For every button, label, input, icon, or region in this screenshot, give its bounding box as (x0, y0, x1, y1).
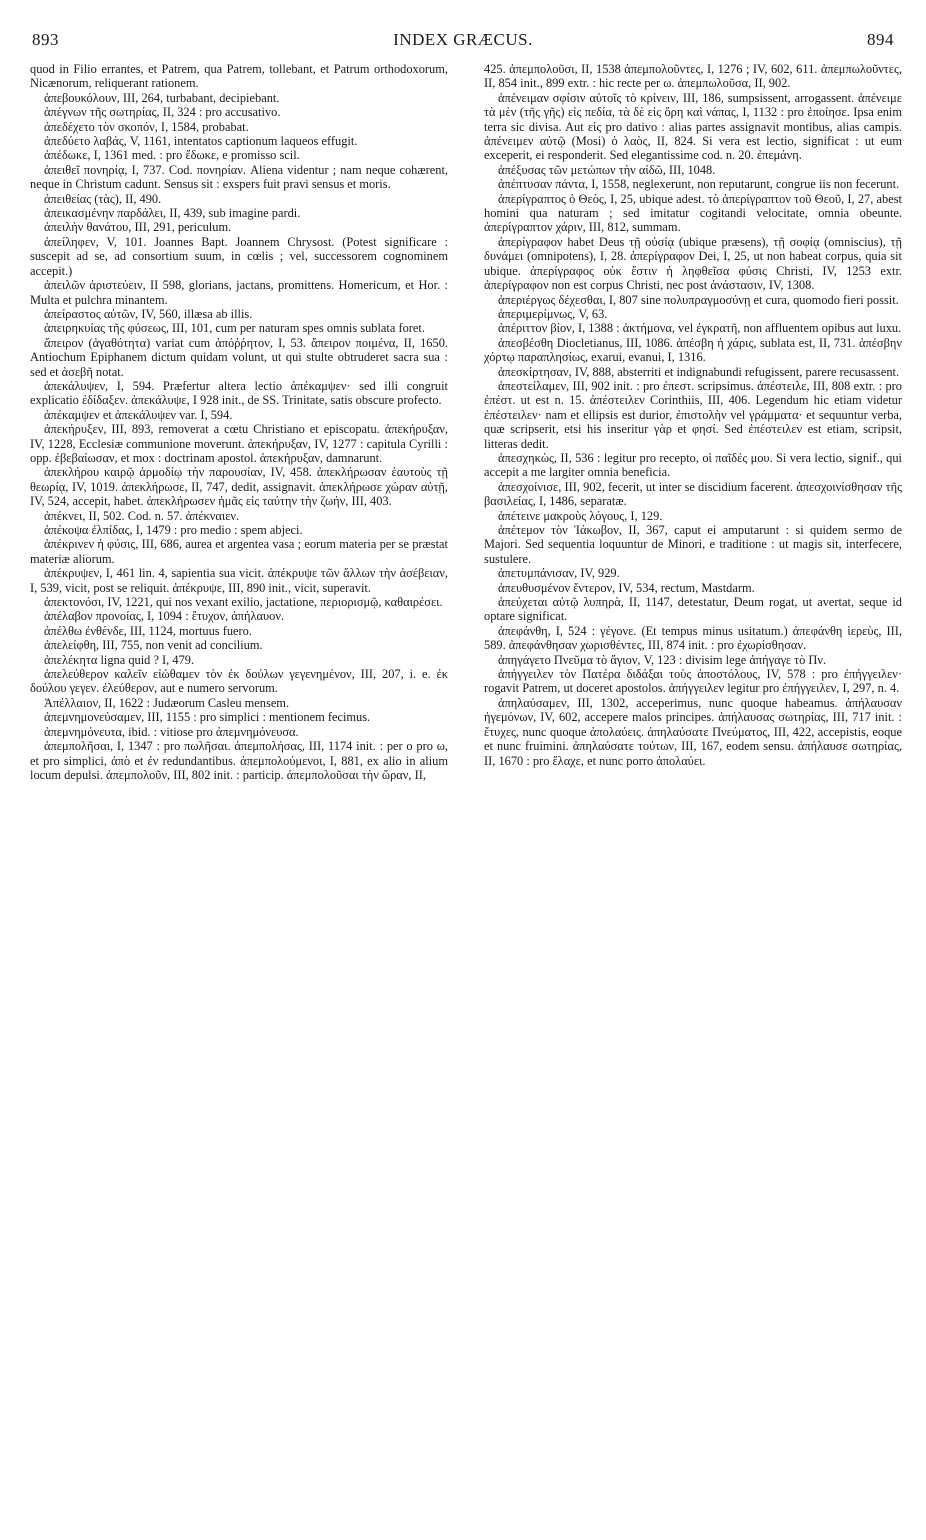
index-entry: ἀπεύχεται αὐτῷ λυπηρὰ, II, 1147, detestatur, Deum rogat, ut avertat, seque id optare significat. (484, 595, 902, 624)
index-entry: ἀπεριμερίμνως, V, 63. (498, 306, 608, 321)
index-entry: ἀπεδύετο λαβάς, V, 1161, intentatos captionum laqueos effugit. (44, 134, 358, 149)
index-entry: Ἀπέλλαιον, II, 1622 : Judæorum Casleu mensem. (44, 695, 290, 710)
index-entry: ἀπεμνημονεύσαμεν, III, 1155 : pro simplici : mentionem fecimus. (44, 710, 371, 725)
index-entry: ἀπεσχηκὼς, II, 536 : legitur pro recepto, οἱ παῖδές μου. Si vera lectio, signif., qui accepit a me largiter omnia beneficia. (484, 450, 902, 480)
index-entry: ἀπεβουκόλουν, III, 264, turbabant, decipiebant. (44, 90, 280, 105)
index-entry: ἀπειθείας (τὰς), II, 490. (44, 191, 162, 206)
index-entry: ἀπεμνημόνευτα, ibid. : vitiose pro ἀπεμνημόνευσα. (44, 724, 299, 739)
index-entry: ἀπήγγειλεν τὸν Πατέρα διδάξαι τοὺς ἀποστόλους, IV, 578 : pro ἐπήγγειλεν· rogavit Patrem, ut doceret apostolos. ἀπήγγειλεν legitur pro ἐπήγγειλεν, I, 297, n. 4. (484, 667, 902, 696)
index-entry: quod in Filio errantes, et Patrem, qua Patrem, tollebant, et Patrum orthodoxorum, Nicænorum, reliquerant rationem. (30, 62, 448, 91)
right-column (484, 62, 902, 1524)
index-entry: 425. ἀπεμπολοῦσι, II, 1538 ἀπεμπολοῦντες, I, 1276 ; IV, 602, 611. ἀπεμπωλοῦντες, II, 854 init., 899 extr. : hic recte per ω. ἀπεμπωλοῦσα, II, 902. (484, 62, 902, 91)
index-entry: ἀπεσβέσθη Diocletianus, III, 1086. ἀπέσβη ἡ χάρις, sublata est, II, 731. ἀπέσβην χόρτῳ παραπλησίως, exarui, evanui, I, 1316. (484, 335, 902, 365)
index-entry: ἀπεσκίρτησαν, IV, 888, absterriti et indignabundi refugissent, parere recusassent. (498, 364, 900, 379)
index-entry: ἀπεκλήρου καιρῷ ἁρμοδίῳ τὴν παρουσίαν, IV, 458. ἀπεκλήρωσαν ἑαυτοὺς τῇ θεωρίᾳ, IV, 1019. ἀπεκλήρωσε, II, 747, dedit, assignavit. ἀπεκλήρωσε χώραν αὐτῇ, IV, 524, accepit, habet. ἀπεκλήρωσεν ἡμᾶς εἰς ταύτην τὴν ζωήν, III, 403. (30, 465, 448, 509)
index-entry: ἀπετυμπάνισαν, IV, 929. (498, 566, 620, 581)
page-number-left: 893 (32, 30, 59, 49)
index-entry: ἀπέτεινε μακροὺς λόγους, I, 129. (498, 508, 663, 523)
index-entry: ἀπεκήρυξεν, III, 893, removerat a cœtu Christiano et episcopatu. ἀπεκήρυξαν, IV, 1228, Ecclesiæ communione moverunt. ἀπεκήρυξαν, IV, 1277 : capitula Cyrilli : opp. ἐβεβαίωσαν, et mox : doctrinam apostol. ἀπεκήρυξαν, damnarunt. (30, 422, 448, 465)
page-title: INDEX GRÆCUS. (393, 30, 533, 49)
index-entry: ἀπερίγραπτος ὁ Θεὸς, I, 25, ubique adest. τὸ ἀπερίγραπτον τοῦ Θεοῦ, I, 27, abest homini qua naturam ; sed imitatur cogitandi velocitate, omnia obeunte. ἀπερίγραπτον χάριν, III, 812, summam. (484, 191, 902, 235)
left-column (30, 62, 448, 1524)
index-entry: ἀπεμπολῆσαι, I, 1347 : pro πωλῆσαι. ἀπεμπολήσας, III, 1174 init. : per o pro ω, et pro simplici, ἀπὸ et ἐν redundantibus. ἀπεμπολούμενοι, I, 881, ex alio in alium locum depulsi. ἀπεμπολοῦν, III, 802 init. : particip. ἀπεμπολοῦσαι τὴν ὥραν, II, (30, 739, 448, 782)
index-entry: ἀπεκάλυψεν, I, 594. Præfertur altera lectio ἀπέκαμψεν· sed illi congruit explicatio ἐδίδαξεν. ἀπεκάλυψε, I 928 init., de SS. Trinitate, satis obscure profecto. (30, 378, 448, 408)
index-entry: ἀπέκρινεν ἡ φύσις, III, 686, aurea et argentea vasa ; eorum materia per se præstat materiæ aliorum. (30, 537, 448, 566)
index-entry: ἀπέριττον βίον, I, 1388 : ἀκτήμονα, vel ἐγκρατῆ, non affluentem opibus aut luxu. (498, 321, 902, 336)
index-columns (30, 62, 902, 1524)
index-entry: ἀπέκρυψεν, I, 461 lin. 4, sapientia sua vicit. ἀπέκρυψε τῶν ἄλλων τὴν ἀσέβειαν, I, 539, vicit, post se reliquit. ἀπέκρυψε, III, 890 init., vicit, superavit. (30, 566, 448, 595)
index-entry: ἀπελεύθερον καλεῖν εἰώθαμεν τὸν ἐκ δούλων γεγενημένον, III, 207, i. e. ἐκ δούλου γεγεν. ἐλεύθερον, aut e numero servorum. (30, 667, 448, 696)
index-entry: ἀπεσχοίνισε, III, 902, fecerit, ut inter se discidium facerent. ἀπεσχοινίσθησαν τῆς βασιλείας, I, 1486, separatæ. (484, 479, 902, 509)
page-number-right: 894 (867, 30, 894, 49)
running-header (30, 30, 896, 54)
index-entry: ἀπηγάγετο Πνεῦμα τὸ ἅγιον, V, 123 : divisim lege ἀπήγαγε τὸ Πν. (498, 652, 827, 667)
index-entry: ἀπέξυσας τῶν μετώπων τὴν αἰδῶ, III, 1048. (498, 162, 716, 177)
index-entry: ἀπεφάνθη, I, 524 : γέγονε. (Et tempus minus usitatum.) ἀπεφάνθη ἱερεὺς, III, 589. ἀπεφάνθησαν χωρισθέντες, III, 874 init. : pro ἐχωρίσθησαν. (484, 623, 902, 653)
index-entry: ἀπέγνων τῆς σωτηρίας, II, 324 : pro accusativo. (44, 105, 281, 120)
index-entry: ἀπειρηκυίας τῆς φύσεως, III, 101, cum per naturam spes omnis sublata foret. (44, 321, 425, 336)
index-entry: ἀπειλὴν θανάτου, III, 291, periculum. (44, 220, 232, 235)
index-entry: ἀπεστείλαμεν, III, 902 init. : pro ἐπεστ. scripsimus. ἀπέστειλε, III, 808 extr. : pro ἐπέστ. ut est n. 15. ἀπέστειλεν Corinthiis, III, 406. Legendum hic etiam videtur ἐπέστειλεν· nam et ellipsis est durior, ἐπιστολὴν vel γράμματα· et sequuntur verba, quæ scripserit, etsi his inseritur γὰρ et φησί. Sed ἐπέστειλεν est etiam, scripsit, litteras dedit. (484, 378, 902, 451)
index-entry: ἀπέκαμψεν et ἀπεκάλυψεν var. I, 594. (44, 407, 233, 422)
index-entry: ἀπελείφθη, III, 755, non venit ad concilium. (44, 638, 263, 653)
index-entry: ἀπευθυσμένον ἔντερον, IV, 534, rectum, Mastdarm. (498, 580, 755, 595)
index-entry: ἀπελέκητα ligna quid ? I, 479. (44, 652, 195, 667)
index-entry: ἀπεικασμένην παρδάλει, II, 439, sub imagine pardi. (44, 206, 301, 221)
index-entry: ἀπεριέργως δέχεσθαι, I, 807 sine πολυπραγμοσύνῃ et cura, quomodo fieri possit. (498, 292, 899, 307)
index-entry: ἀπερίγραφον habet Deus τῇ οὐσίᾳ (ubique præsens), τῇ σοφίᾳ (omniscius), τῇ δυνάμει (omnipotens), I, 28. ἀπερίγραφον Dei, I, 25, ut non habeat corpus, quia sit ubique. ἀπερίγραφος οὐκ ἔστιν ἡ ληφθεῖσα φύσις Christi, IV, 1253 extr. ἀπερίγραφον non est corpus Christi, nec post ἀνάστασιν, IV, 1308. (484, 234, 902, 293)
index-entry: ἀπεδέχετο τὸν σκοπόν, I, 1584, probabat. (44, 119, 249, 134)
index-entry: ἀπέλαβον προνοίας, I, 1094 : ἔτυχον, ἀπήλαυον. (44, 609, 285, 624)
index-entry: ἀπένειμαν σφίσιν αὐτοῖς τὸ κρίνειν, III, 186, sumpsissent, arrogassent. ἀπένειμε τὰ μὲν (τῆς γῆς) εἰς πεδία, τὰ δὲ εἰς ὄρη καὶ νάπας, I, 1132 : pro ἐποίησε. Ipsa enim terra sic divisa. Aut εἰς pro dativo : alias partes assignavit montibus, alias campis. ἀπένειμεν αὐτῷ (Mosi) ὁ λαὸς, II, 824. Si vera est lectio, significat : ut eum exceperit, ei responderit. Sed elegantissime cod. n. 20. ἐπεμάνη. (484, 90, 902, 163)
index-entry: ἀπέκνει, II, 502. Cod. n. 57. ἀπέκναιεν. (44, 508, 240, 523)
index-entry: ἀπέδωκε, I, 1361 med. : pro ἔδωκε, e promisso scil. (44, 148, 300, 163)
index-entry: ἀπείληφεν, V, 101. Joannes Bapt. Joannem Chrysost. (Potest significare : suscepit ad se, ad consortium suum, in cœlis ; vel, successorem cognominem accepit.) (30, 234, 448, 278)
index-entry: ἀπείραστος αὐτῶν, IV, 560, illæsa ab illis. (44, 306, 253, 321)
index-entry: ἄπειρον (ἀγαθότητα) variat cum ἀπόῤῥητον, I, 53. ἄπειρον ποιμένα, II, 1650. Antiochum Epiphanem dictum quidam volunt, ut qui stulte obtruderet sacra sua : sed et ἀσεβῆ notat. (30, 335, 448, 379)
index-entry: ἀπέπτυσαν πάντα, I, 1558, neglexerunt, non reputarunt, congrue iis non fecerunt. (498, 177, 900, 192)
index-entry: ἀπειλῶν ἀριστεύειν, II 598, glorians, jactans, promittens. Homericum, et Hor. : Multa et pulchra minantem. (30, 278, 448, 307)
index-entry: ἀπειθεῖ πονηρίᾳ, I, 737. Cod. πονηρίαν. Aliena videntur ; nam neque cohærent, neque in Christum cadunt. Sensus sit : exspers fuit pravi sensus et moris. (30, 162, 448, 192)
index-entry: ἀπηλαύσαμεν, III, 1302, acceperimus, nunc quoque habeamus. ἀπήλαυσαν ἡγεμόνων, IV, 602, accepere malos principes. ἀπήλαυσας σωτηρίας, III, 717 init. : ἔτυχες, nunc quoque ἀπολαύεις. ἀπηλαύσατε Πνεύματος, III, 422, accepistis, eoque et nunc fruimini. ἀπηλαύσατε τούτων, III, 167, eodem sensu. ἀπήλαυσε σωτηρίας, II, 1670 : pro ἔλαχε, et nunc porro ἀπολαύει. (484, 695, 902, 768)
index-entry: ἀπεκτονόσι, IV, 1221, qui nos vexant exilio, jactatione, περιορισμῷ, καθαιρέσει. (44, 595, 443, 610)
index-entry: ἀπέκοψα ἐλπίδας, I, 1479 : pro medio : spem abjeci. (44, 523, 303, 537)
index-entry: ἀπέλθω ἐνθένδε, III, 1124, mortuus fuero. (44, 623, 252, 638)
index-entry: ἀπέτεμον τὸν Ἰάκωβον, II, 367, caput ei amputarunt : si quidem sermo de Majori. Sed sequentia loquuntur de Minori, e traditione : ut magis sit, interfecere, sustulere. (484, 523, 902, 566)
